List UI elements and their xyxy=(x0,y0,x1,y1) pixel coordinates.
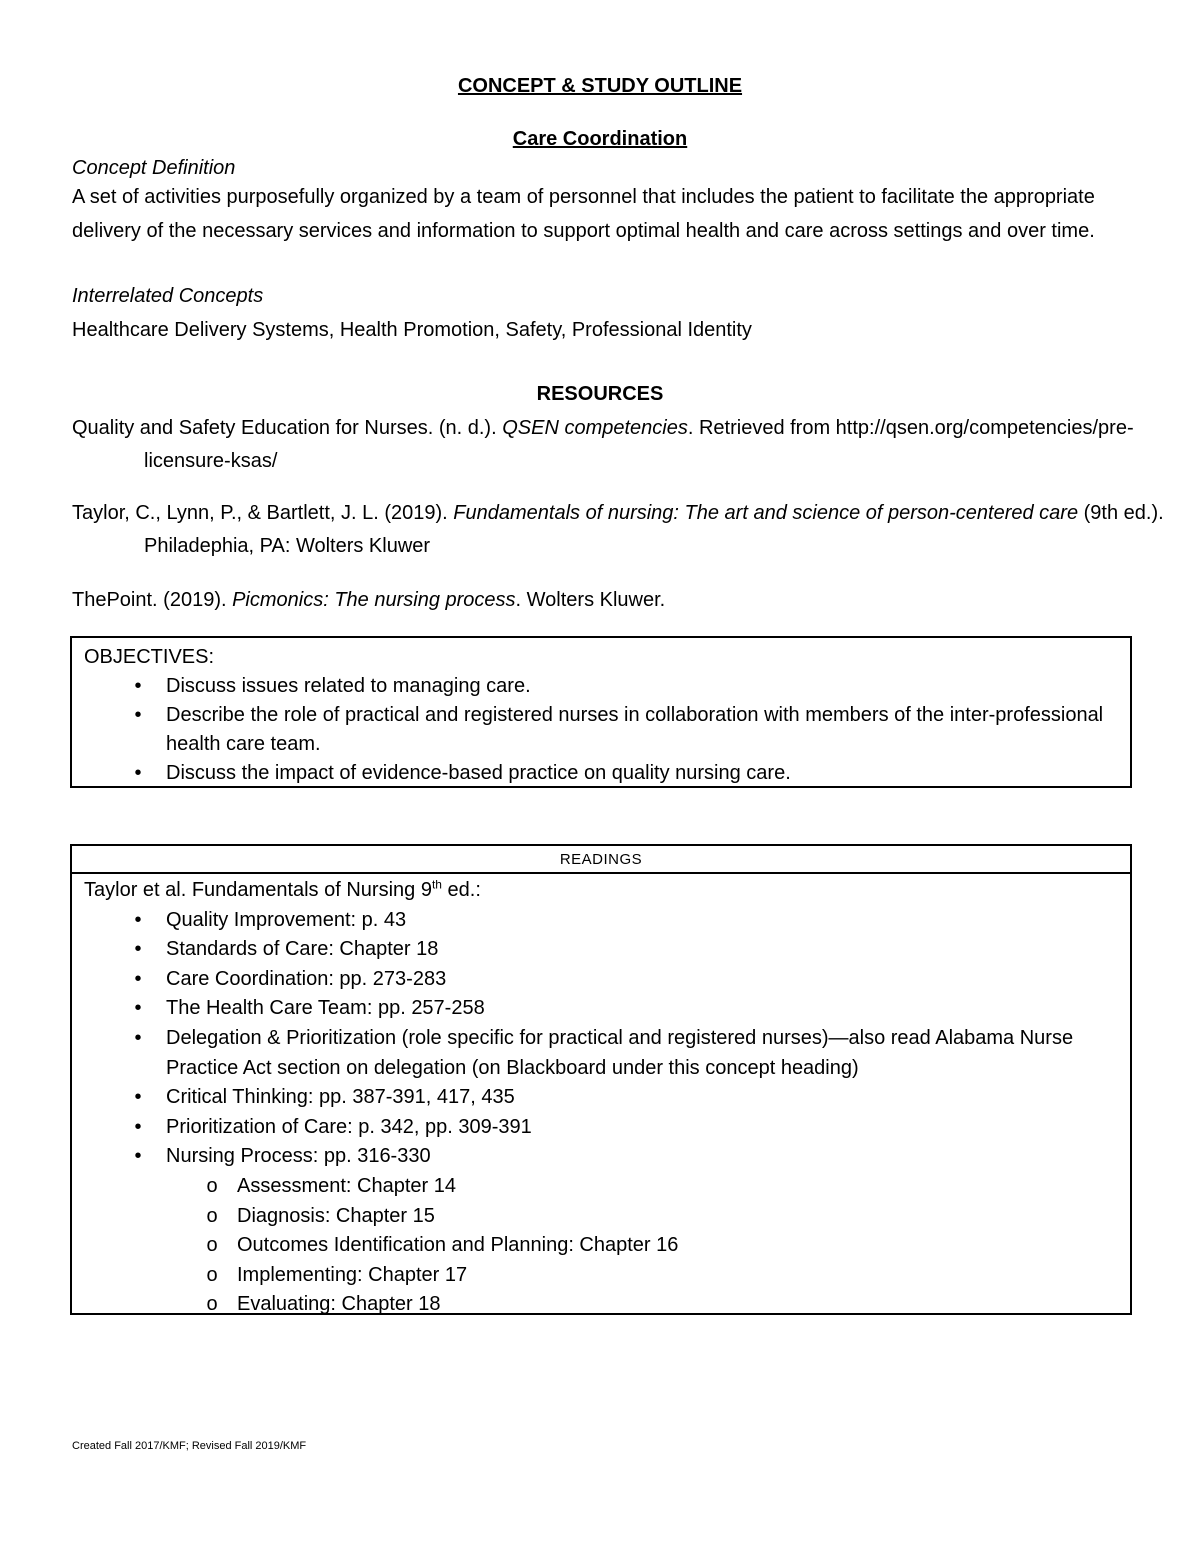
sub-reading-item xyxy=(84,1202,1120,1232)
bullet-icon: • xyxy=(134,704,142,726)
reference-taylor-title: Fundamentals of nursing: The art and science of person-centered care xyxy=(453,502,1079,524)
interrelated-label: Interrelated Concepts xyxy=(72,285,264,307)
reading-text: Care Coordination: pp. 273-283 xyxy=(166,967,447,990)
definition-text: A set of activities purposefully organized by a team of personnel that includes the patient to facilitate the appropriate delivery of the necessary services and information to support optimal health and care across settings and over time. xyxy=(72,186,1095,242)
bullet-icon: • xyxy=(134,675,142,697)
objective-text: Describe the role of practical and registered nurses in collaboration with members of the inter-professional health care team. xyxy=(166,704,1104,755)
bullet-icon: • xyxy=(134,1145,142,1168)
reading-item xyxy=(84,906,1120,936)
readings-book-title xyxy=(84,876,1120,906)
circle-bullet-icon: o xyxy=(206,1263,218,1286)
circle-bullet-icon: o xyxy=(206,1234,218,1257)
reading-item xyxy=(84,1024,1120,1083)
bullet-icon: • xyxy=(134,908,142,931)
reference-taylor-authors: Taylor, C., Lynn, P., & Bartlett, J. L. (2019). xyxy=(72,502,454,524)
reading-text: Delegation & Prioritization (role specific for practical and registered nurses)—also read Alabama Nurse Practice Act section on delegation (on Blackboard under this concept heading) xyxy=(166,1026,1074,1079)
reference-thepoint-author: ThePoint. (2019). xyxy=(72,589,233,611)
sub-reading-item xyxy=(84,1231,1120,1261)
concept-title: Care Coordination xyxy=(512,128,688,150)
nursing-process-sublist xyxy=(84,1172,1120,1320)
sub-reading-text: Implementing: Chapter 17 xyxy=(237,1263,468,1286)
bullet-icon: • xyxy=(134,1086,142,1109)
sub-reading-text: Diagnosis: Chapter 15 xyxy=(237,1204,435,1227)
sub-reading-text: Evaluating: Chapter 18 xyxy=(237,1293,441,1316)
reference-thepoint xyxy=(72,584,1200,617)
objectives-list xyxy=(84,672,1120,788)
reading-item xyxy=(84,935,1120,965)
definition-label: Concept Definition xyxy=(72,157,236,179)
reading-item xyxy=(84,1113,1120,1143)
interrelated-text: Healthcare Delivery Systems, Health Promotion, Safety, Professional Identity xyxy=(72,319,752,341)
readings-list xyxy=(84,906,1120,1172)
bullet-icon: • xyxy=(134,967,142,990)
book-title-text: Taylor et al. Fundamentals of Nursing 9 xyxy=(84,879,432,901)
objectives-heading: OBJECTIVES: xyxy=(84,646,215,668)
bullet-icon: • xyxy=(134,1026,142,1049)
bullet-icon: • xyxy=(134,762,142,784)
reference-qsen-title: QSEN competencies xyxy=(502,417,688,439)
reference-qsen-retrieved: . Retrieved from http://qsen.org/competencies/pre-licensure-ksas/ xyxy=(144,417,1134,472)
reading-text: Quality Improvement: p. 43 xyxy=(166,908,407,931)
reference-qsen-text: Quality and Safety Education for Nurses. (n. d.). xyxy=(72,417,503,439)
reading-text: Nursing Process: pp. 316-330 xyxy=(166,1145,431,1168)
reading-text: Prioritization of Care: p. 342, pp. 309-391 xyxy=(166,1115,532,1138)
objective-text: Discuss issues related to managing care. xyxy=(166,675,531,697)
footer-note: Created Fall 2017/KMF; Revised Fall 2019/KMF xyxy=(72,1440,307,1452)
circle-bullet-icon: o xyxy=(206,1204,218,1227)
sub-reading-text: Outcomes Identification and Planning: Chapter 16 xyxy=(237,1234,679,1257)
reading-text: Critical Thinking: pp. 387-391, 417, 435 xyxy=(166,1086,515,1109)
book-title-suffix: ed.: xyxy=(441,879,481,901)
reference-taylor xyxy=(72,497,1200,563)
reading-item xyxy=(84,965,1120,995)
sub-reading-item xyxy=(84,1261,1120,1291)
reference-thepoint-title: Picmonics: The nursing process xyxy=(232,589,516,611)
readings-content xyxy=(72,874,1130,1320)
bullet-icon: • xyxy=(134,938,142,961)
sub-reading-item xyxy=(84,1172,1120,1202)
objective-text: Discuss the impact of evidence-based practice on quality nursing care. xyxy=(166,762,791,784)
book-edition-sup: th xyxy=(431,877,442,892)
objective-item xyxy=(84,701,1120,759)
page-title: CONCEPT & STUDY OUTLINE xyxy=(457,75,743,97)
reading-text: Standards of Care: Chapter 18 xyxy=(166,938,439,961)
reference-taylor-publisher: (9th ed.). Philadephia, PA: Wolters Kluwer xyxy=(144,502,1164,557)
reading-item xyxy=(84,1083,1120,1113)
reference-thepoint-publisher: . Wolters Kluwer. xyxy=(515,589,666,611)
sub-reading-item xyxy=(84,1290,1120,1320)
sub-reading-text: Assessment: Chapter 14 xyxy=(237,1174,456,1197)
readings-heading: READINGS xyxy=(72,846,1130,874)
reference-qsen xyxy=(72,412,1200,478)
resources-heading: RESOURCES xyxy=(536,383,664,405)
reading-item xyxy=(84,994,1120,1024)
bullet-icon: • xyxy=(134,1115,142,1138)
reading-text: The Health Care Team: pp. 257-258 xyxy=(166,997,485,1020)
objective-item xyxy=(84,759,1120,788)
objective-item xyxy=(84,672,1120,701)
circle-bullet-icon: o xyxy=(206,1293,218,1316)
circle-bullet-icon: o xyxy=(206,1174,218,1197)
objectives-box xyxy=(70,636,1132,788)
readings-box xyxy=(70,844,1132,1315)
reading-item xyxy=(84,1142,1120,1172)
bullet-icon: • xyxy=(134,997,142,1020)
